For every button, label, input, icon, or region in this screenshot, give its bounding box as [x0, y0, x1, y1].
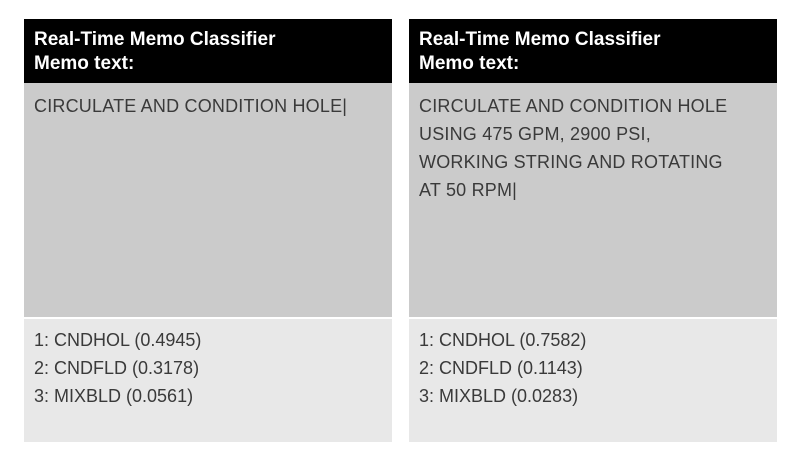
memo-text-input[interactable]: [409, 83, 777, 317]
memo-line: CIRCULATE AND CONDITION HOLE: [419, 96, 728, 116]
classification-results: [409, 319, 777, 442]
panel-title: Real-Time Memo Classifier: [419, 29, 661, 50]
result-item: 2: CNDFLD (0.3178): [34, 358, 200, 378]
panel-title: Real-Time Memo Classifier: [34, 29, 276, 50]
memo-text-input[interactable]: [24, 83, 392, 317]
memo-line: CIRCULATE AND CONDITION HOLE|: [34, 96, 348, 116]
memo-text-label: Memo text:: [34, 53, 135, 74]
result-item: 1: CNDHOL (0.7582): [419, 330, 587, 350]
classifier-panel-right: [409, 19, 777, 442]
memo-line: USING 475 GPM, 2900 PSI,: [419, 124, 651, 144]
memo-text-label: Memo text:: [419, 53, 520, 74]
panel-header: [24, 19, 392, 83]
result-item: 2: CNDFLD (0.1143): [419, 358, 583, 378]
result-item: 3: MIXBLD (0.0283): [419, 386, 579, 406]
memo-line: AT 50 RPM|: [419, 180, 518, 200]
result-item: 3: MIXBLD (0.0561): [34, 386, 194, 406]
classifier-panel-left: [24, 19, 392, 442]
result-item: 1: CNDHOL (0.4945): [34, 330, 202, 350]
panel-header: [409, 19, 777, 83]
memo-line: WORKING STRING AND ROTATING: [419, 152, 723, 172]
classification-results: [24, 319, 392, 442]
